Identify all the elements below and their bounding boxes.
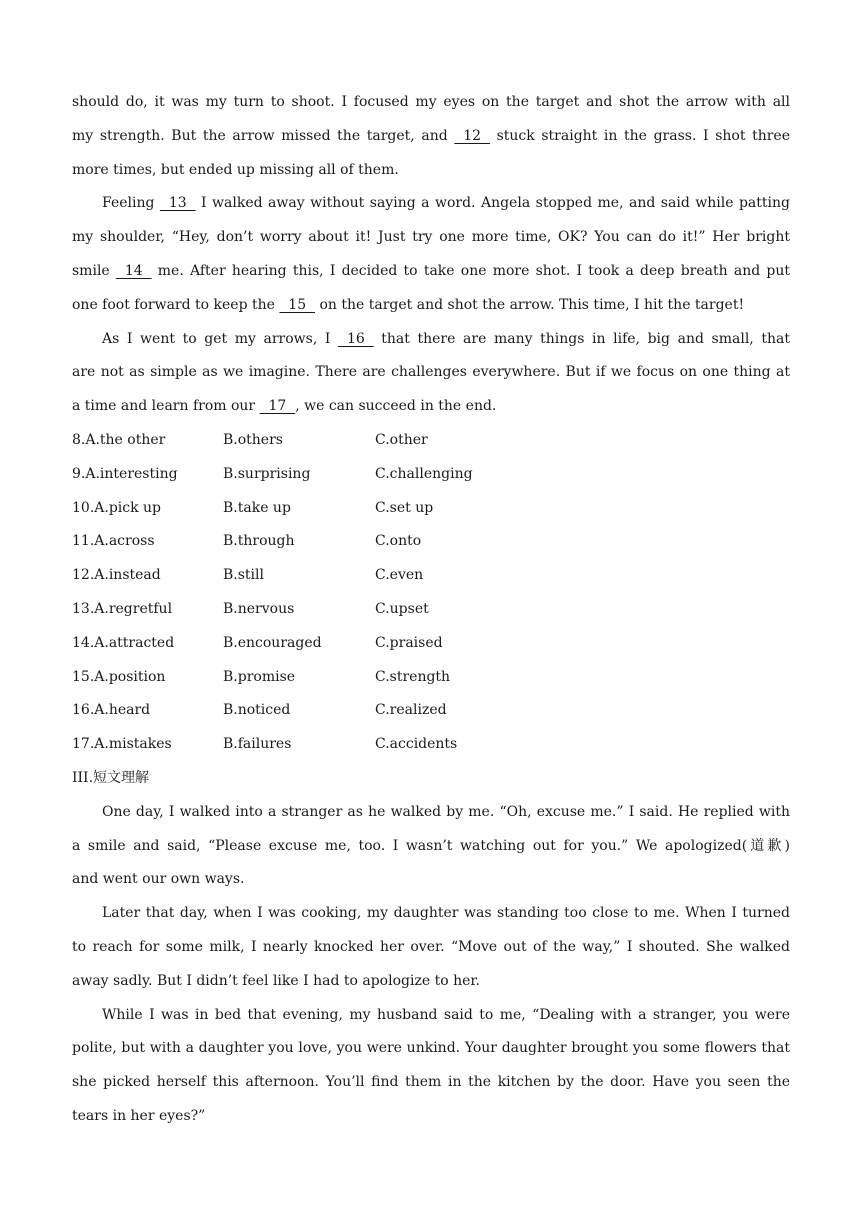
option-b: B.encouraged xyxy=(223,634,322,651)
text: tears in her eyes?” xyxy=(72,1107,206,1124)
option-row xyxy=(72,458,790,492)
passage-line xyxy=(72,154,790,188)
passage-line xyxy=(72,863,790,897)
passage-line xyxy=(72,999,790,1033)
text: stuck straight in the grass. I shot three xyxy=(489,127,790,144)
option-c: C.challenging xyxy=(375,465,473,482)
text: One day, I walked into a stranger as he walked by me. “Oh, excuse me.” I said. He replied with xyxy=(102,803,790,820)
option-b: B.noticed xyxy=(223,702,291,719)
option-a: 12.A.instead xyxy=(72,567,161,584)
passage-line xyxy=(72,796,790,830)
blank-12: 12 xyxy=(454,127,490,144)
option-row xyxy=(72,424,790,458)
passage-line xyxy=(72,830,790,864)
option-c: C.upset xyxy=(375,600,429,617)
option-row xyxy=(72,559,790,593)
text: While I was in bed that evening, my husband said to me, “Dealing with a stranger, you were xyxy=(102,1006,790,1023)
passage-line xyxy=(72,1066,790,1100)
option-b: B.failures xyxy=(223,736,292,753)
text: Feeling xyxy=(102,195,160,212)
text: As I went to get my arrows, I xyxy=(102,330,339,347)
passage-line xyxy=(72,86,790,120)
blank-15: 15 xyxy=(279,296,316,313)
option-c: C.set up xyxy=(375,499,434,516)
option-row xyxy=(72,627,790,661)
option-a: 11.A.across xyxy=(72,533,155,550)
passage-line xyxy=(72,356,790,390)
option-c: C.strength xyxy=(375,668,451,685)
text: , we can succeed in the end. xyxy=(295,398,497,415)
option-c: C.praised xyxy=(375,634,443,651)
page-content xyxy=(72,86,790,1134)
text: polite, but with a daughter you love, you were unkind. Your daughter brought you some flowers that xyxy=(72,1040,790,1057)
option-a: 13.A.regretful xyxy=(72,600,173,617)
option-row xyxy=(72,694,790,728)
option-c: C.onto xyxy=(375,533,422,550)
option-row xyxy=(72,661,790,695)
text: smile xyxy=(72,262,116,279)
option-c: C.other xyxy=(375,431,428,448)
option-a: 14.A.attracted xyxy=(72,634,175,651)
options-list xyxy=(72,424,790,762)
passage-line xyxy=(72,965,790,999)
passage-line xyxy=(72,390,790,424)
passage-line xyxy=(72,1100,790,1134)
option-a: 15.A.position xyxy=(72,668,166,685)
option-c: C.even xyxy=(375,567,424,584)
text: my shoulder, “Hey, don’t worry about it! Just try one more time, OK? You can do it!” Her bright xyxy=(72,229,790,246)
option-a: 9.A.interesting xyxy=(72,465,178,482)
passage-line xyxy=(72,221,790,255)
option-row xyxy=(72,492,790,526)
option-row xyxy=(72,525,790,559)
text: me. After hearing this, I decided to take one more shot. I took a deep breath and put xyxy=(151,262,790,279)
text: a smile and said, “Please excuse me, too. I wasn’t watching out for you.” We apologized(道歉) xyxy=(72,837,790,854)
text: Later that day, when I was cooking, my daughter was standing too close to me. When I turned xyxy=(102,905,790,922)
passage-line xyxy=(72,289,790,323)
passage-line xyxy=(72,187,790,221)
text: she picked herself this afternoon. You’ll find them in the kitchen by the door. Have you seen the xyxy=(72,1074,790,1091)
section-heading: III.短文理解 xyxy=(72,769,150,786)
passage-line xyxy=(72,255,790,289)
option-b: B.others xyxy=(223,431,283,448)
text: should do, it was my turn to shoot. I focused my eyes on the target and shot the arrow with all xyxy=(72,94,790,110)
option-row xyxy=(72,593,790,627)
text: a time and learn from our xyxy=(72,398,260,415)
option-a: 16.A.heard xyxy=(72,702,151,719)
text: are not as simple as we imagine. There are challenges everywhere. But if we focus on one thing at xyxy=(72,364,790,381)
option-b: B.promise xyxy=(223,668,296,685)
option-row xyxy=(72,728,790,762)
text: and went our own ways. xyxy=(72,871,245,888)
option-b: B.take up xyxy=(223,499,291,516)
option-c: C.realized xyxy=(375,702,447,719)
blank-17: 17 xyxy=(259,398,296,415)
passage-line xyxy=(72,931,790,965)
text: to reach for some milk, I nearly knocked her over. “Move out of the way,” I shouted. She walked xyxy=(72,938,790,955)
text: more times, but ended up missing all of them. xyxy=(72,161,399,178)
option-b: B.through xyxy=(223,533,295,550)
text: one foot forward to keep the xyxy=(72,296,280,313)
passage-line xyxy=(72,897,790,931)
option-c: C.accidents xyxy=(375,736,458,753)
blank-13: 13 xyxy=(159,195,196,212)
text: away sadly. But I didn’t feel like I had to apologize to her. xyxy=(72,972,480,989)
option-a: 17.A.mistakes xyxy=(72,736,172,753)
option-b: B.still xyxy=(223,567,264,584)
text: on the target and shot the arrow. This time, I hit the target! xyxy=(315,296,745,313)
text: I walked away without saying a word. Angela stopped me, and said while patting xyxy=(195,195,790,212)
option-a: 10.A.pick up xyxy=(72,499,162,516)
blank-16: 16 xyxy=(338,330,374,347)
passage-line xyxy=(72,120,790,154)
passage-line xyxy=(72,1032,790,1066)
text: that there are many things in life, big and small, that xyxy=(373,330,790,347)
passage-line xyxy=(72,323,790,357)
text: my strength. But the arrow missed the target, and xyxy=(72,127,455,144)
option-b: B.surprising xyxy=(223,465,311,482)
option-a: 8.A.the other xyxy=(72,431,166,448)
blank-14: 14 xyxy=(115,262,152,279)
option-b: B.nervous xyxy=(223,600,295,617)
